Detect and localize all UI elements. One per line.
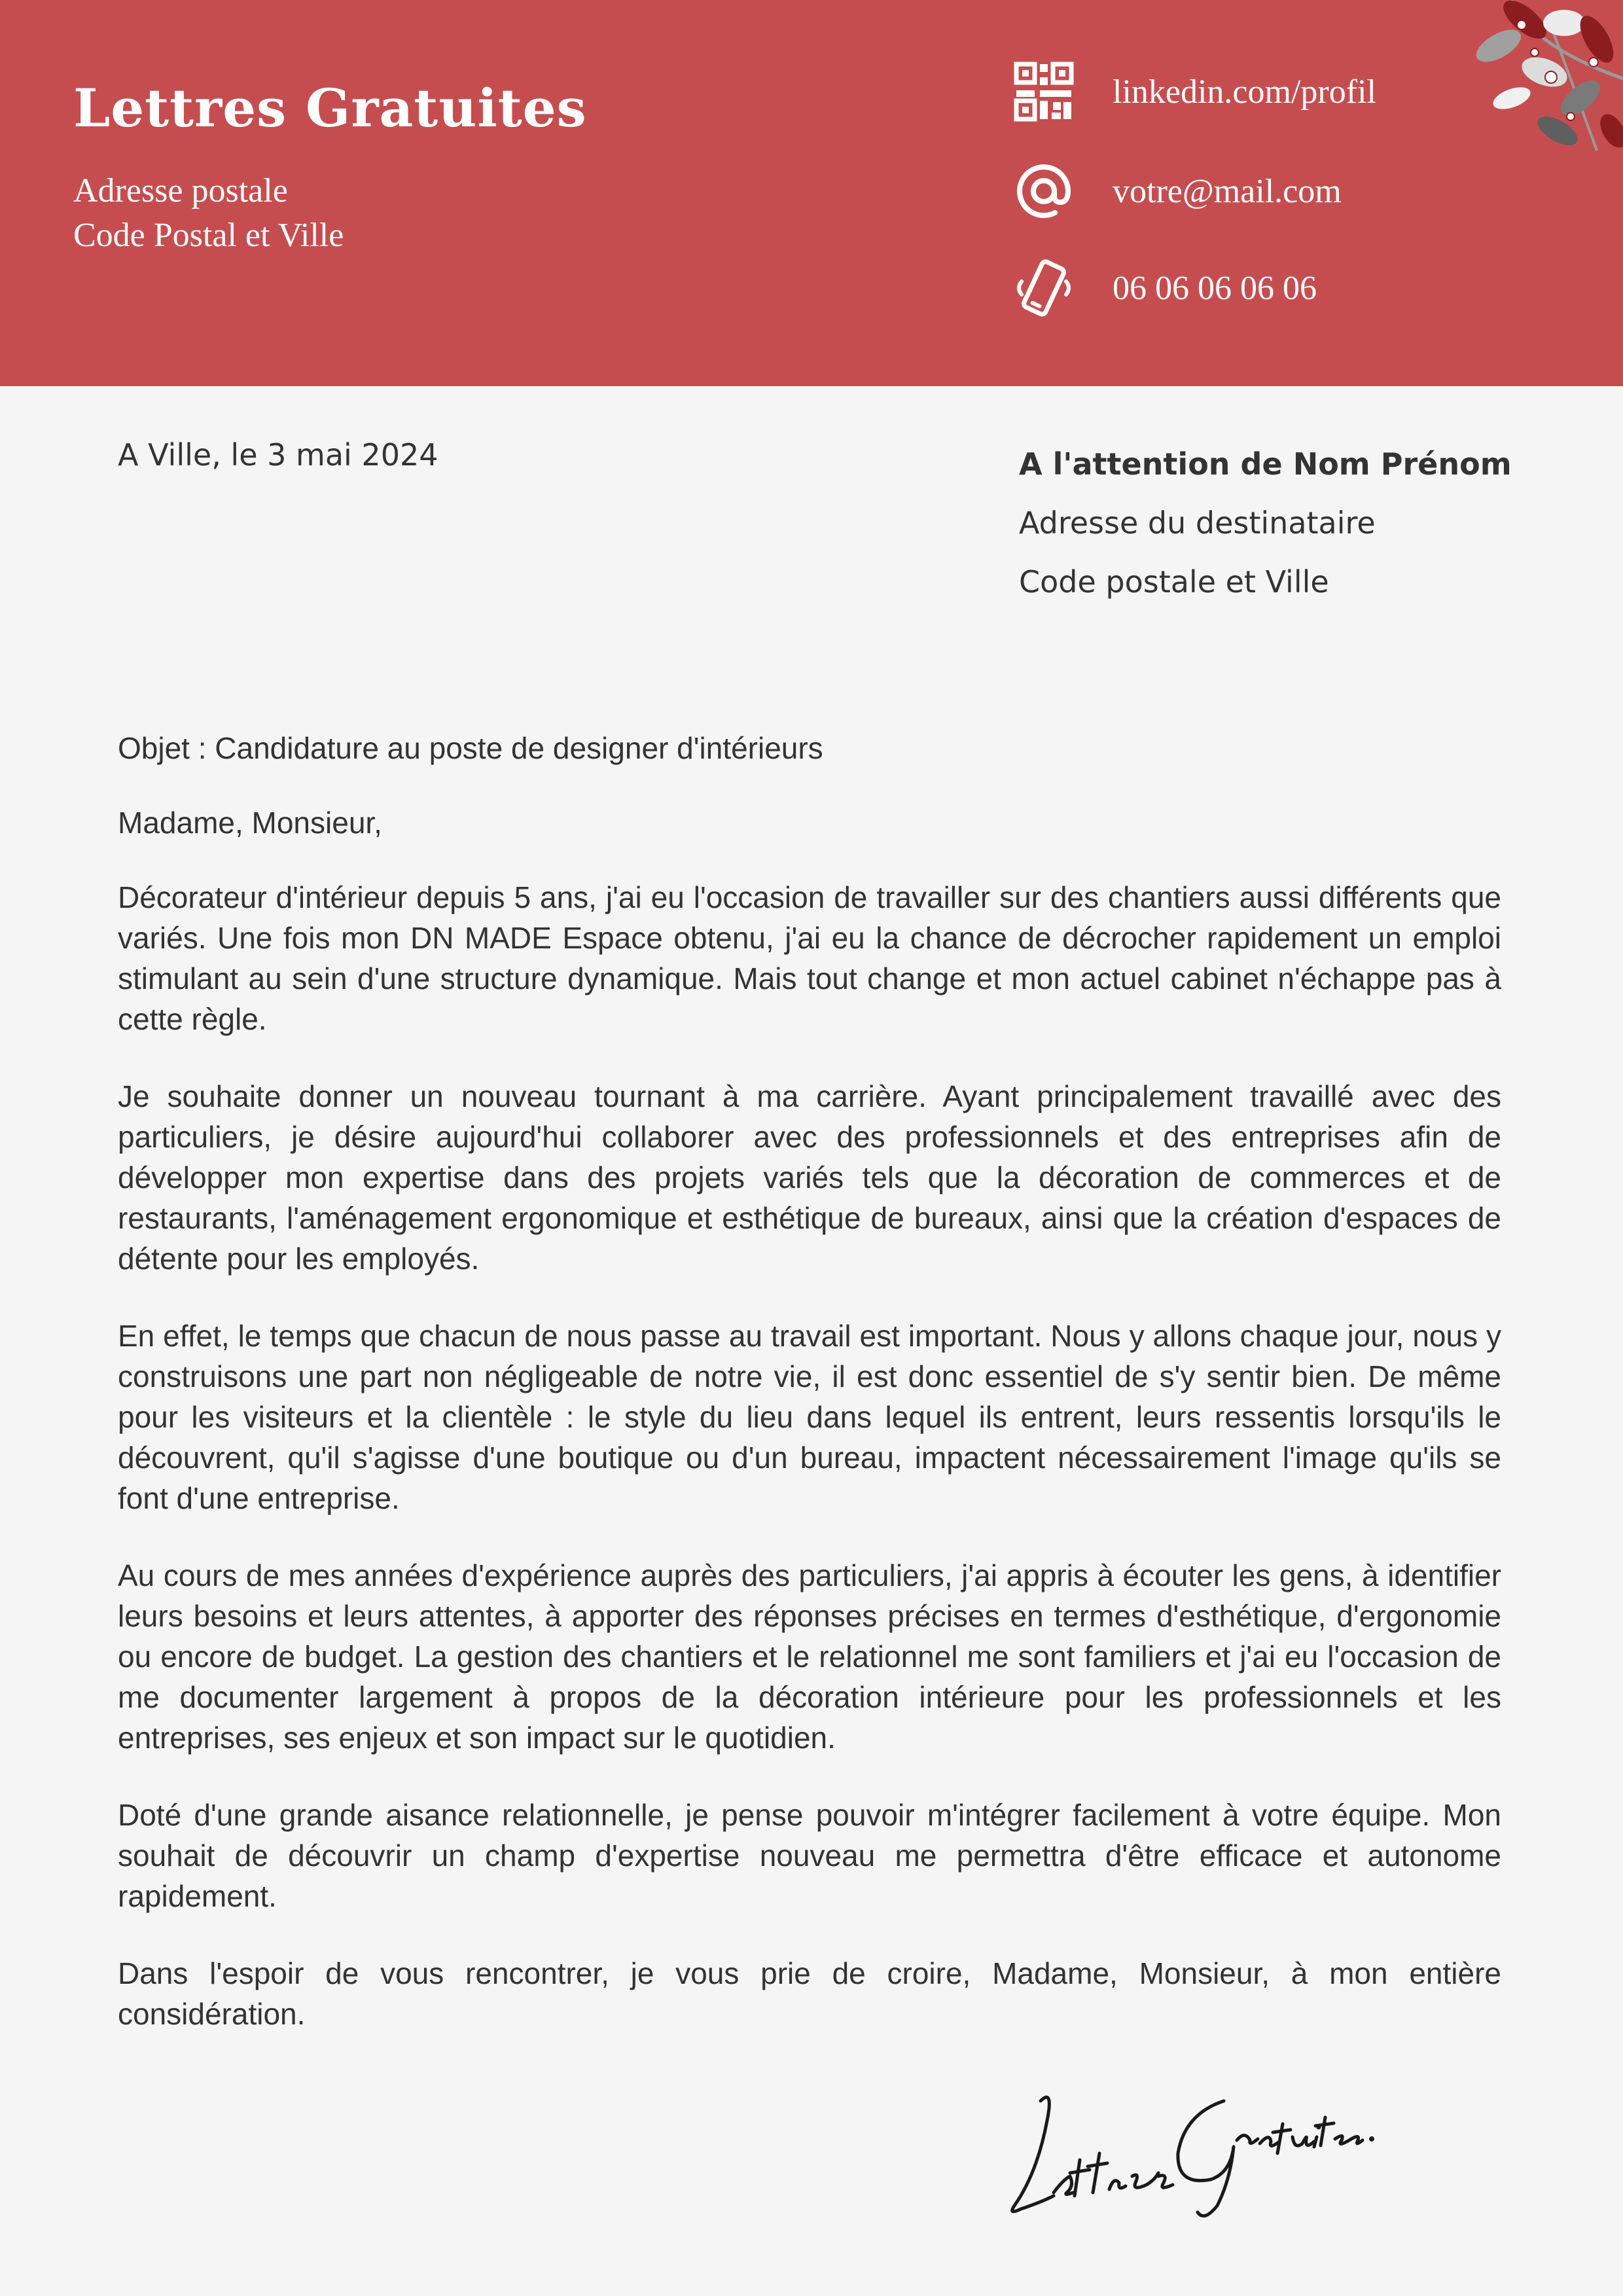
paragraph-3: En effet, le temps que chacun de nous passe au travail est important. Nous y allons chaque jour, nous y construisons une part non négligeable de notre vie, il est donc essentiel de s'y sentir bien. De même pour les visiteurs et la clientèle : le style du lieu dans lequel ils entrent, leurs ressentis lorsqu'ils le découvrent, qu'il s'agisse d'une boutique ou d'un bureau, impactent nécessairement l'image qu'ils se font d'une entreprise. (118, 1319, 1501, 1515)
contact-linkedin (1008, 56, 1376, 128)
floral-decoration (1472, 0, 1623, 157)
sender-address-line2: Code Postal et Ville (73, 217, 344, 254)
paragraph-6: Dans l'espoir de vous rencontrer, je vous prie de croire, Madame, Monsieur, à mon entière considération. (118, 1956, 1501, 2031)
recipient-block (1019, 435, 1512, 611)
email-text[interactable]: votre@mail.com (1113, 172, 1342, 210)
recipient-address: Adresse du destinataire (1019, 505, 1376, 541)
linkedin-text[interactable]: linkedin.com/profil (1113, 73, 1376, 111)
contact-phone (1008, 252, 1317, 324)
paragraph-5: Doté d'une grande aisance relationnelle, je pense pouvoir m'intégrer facilement à votre équipe. Mon souhait de découvrir un champ d'expertise nouveau me permettra d'être efficace et autonome rapidement. (118, 1798, 1501, 1913)
contact-email (1008, 155, 1342, 227)
paragraph-4: Au cours de mes années d'expérience auprès des particuliers, j'ai appris à écouter les gens, à identifier leurs besoins et leurs attentes, à apporter des réponses précises en termes d'esthétique, d'ergonomie ou encore de budget. La gestion des chantiers et le relationnel me sont familiers et j'ai eu l'occasion de me documenter largement à propos de la décoration intérieure pour les professionnels et les entreprises, ses enjeux et son impact sur le quotidien. (118, 1558, 1501, 1755)
recipient-name: A l'attention de Nom Prénom (1019, 446, 1512, 482)
handwritten-signature (1001, 2062, 1381, 2225)
sender-name: Lettres Gratuites (73, 77, 587, 139)
phone-icon (1008, 252, 1080, 324)
qr-code-icon (1008, 56, 1080, 128)
recipient-city: Code postale et Ville (1019, 564, 1329, 600)
sender-address-line1: Adresse postale (73, 172, 288, 209)
salutation: Madame, Monsieur, (118, 806, 382, 840)
paragraph-2: Je souhaite donner un nouveau tournant à ma carrière. Ayant principalement travaillé avec des particuliers, je désire aujourd'hui collaborer avec des professionnels et des entreprises afin de développer mon expertise dans des projets variés tels que la décoration de commerces et de restaurants, l'aménagement ergonomique et esthétique de bureaux, ainsi que la création d'espaces de détente pour les employés. (118, 1079, 1501, 1276)
letter-body (118, 728, 1501, 2071)
subject-line: Objet : Candidature au poste de designer d'intérieurs (118, 731, 823, 765)
phone-text[interactable]: 06 06 06 06 06 (1113, 269, 1317, 307)
letter-header (0, 0, 1623, 386)
paragraph-1: Décorateur d'intérieur depuis 5 ans, j'ai eu l'occasion de travailler sur des chantiers aussi différents que variés. Une fois mon DN MADE Espace obtenu, j'ai eu la chance de décrocher rapidement un emploi stimulant au sein d'une structure dynamique. Mais tout change et mon actuel cabinet n'échappe pas à cette règle. (118, 880, 1501, 1036)
at-sign-icon (1008, 155, 1080, 227)
place-date: A Ville, le 3 mai 2024 (118, 437, 438, 473)
